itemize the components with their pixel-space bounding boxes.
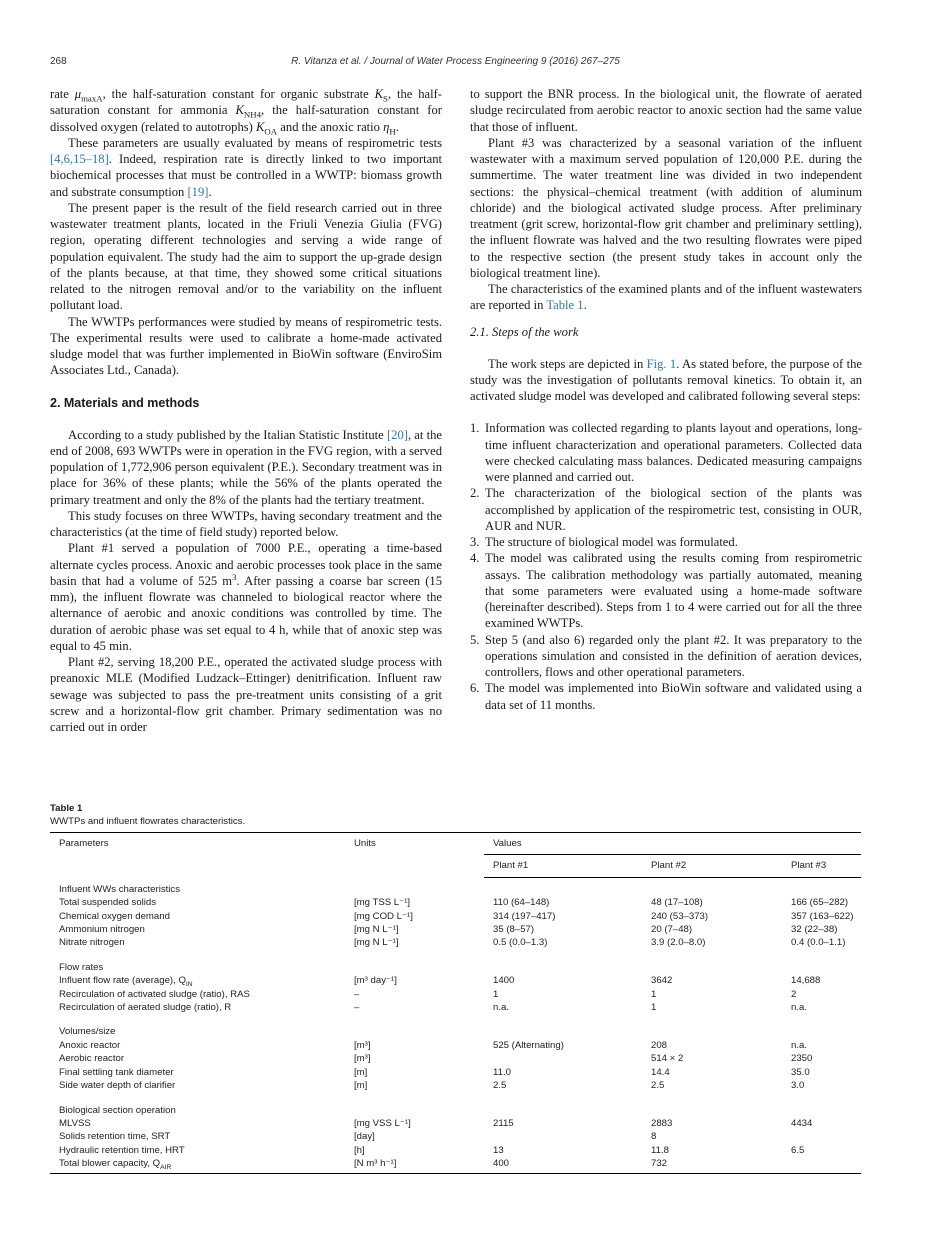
parameter-label: Nitrate nitrogen	[59, 937, 125, 949]
cell-plant2: 14.4	[651, 1066, 670, 1078]
parameter-label: Aerobic reactor	[59, 1053, 125, 1065]
cell-plant1: 1	[493, 988, 499, 1000]
step-text: The structure of biological model was formulated.	[485, 535, 738, 549]
header-parameters: Parameters	[50, 833, 345, 855]
cell-parameter	[50, 974, 345, 987]
paragraph-plant3: Plant #3 was characterized by a seasonal variation of the influent wastewater with a maximum served population of 120,000 P.E. during the summertime. The water treatment line was divided in two independent sections: the physical–chemical treatment (with addition of aluminum chloride) and the biological activated sludge process. After preliminary treatment (grit screw, horizontal-flow grit chamber and preliminary settling), the influent flowrate was halved and the two resulting flowrates were piped to the respective section (the present study takes in account only the biological treatment line).	[470, 135, 862, 280]
cell-unit: [mg TSS L⁻¹]	[354, 897, 411, 909]
table-row	[50, 1039, 861, 1052]
cell-parameter	[50, 1039, 345, 1052]
table-row	[50, 1001, 861, 1014]
paragraph-parameters: rate $\mu_{maxA}$, the half-saturation constant for organic substrate $K_S$, the half-saturation constant for ammonia $K_{NH4}$, the half-saturation constant for dissolved oxygen (related to autotrophs) $K_{OA}$ and the anoxic ratio $\eta_H$.	[50, 87, 442, 137]
header-plant2: Plant #2	[642, 855, 782, 877]
cell-plant1: 2.5	[493, 1080, 507, 1092]
cell-plant3: 32 (22–38)	[791, 924, 838, 936]
table-group-row	[50, 1103, 861, 1117]
table-row	[50, 1052, 861, 1065]
parameter-label: Influent flow rate (average), Q	[59, 975, 186, 987]
cell-plant1: 525 (Alternating)	[493, 1039, 564, 1051]
table-label: Table 1	[50, 803, 83, 814]
header-plant3: Plant #3	[782, 855, 861, 877]
table-group-row	[50, 882, 861, 896]
cell-plant2: 2.5	[651, 1080, 665, 1092]
paragraph-istat: According to a study published by the Italian Statistic Institute [20], at the end of 2008, 693 WWTPs were in operation in the FVG region, with a served population of 1,772,906 person equivalent (P.E.). Secondary treatment was in place for 36% of these plants; while the 56% of the plants operated the primary treatment and only the 8% of the plants had the tertiary treatment.	[50, 427, 442, 507]
step-number: 2.	[470, 486, 480, 501]
paragraph-plant1: Plant #1 served a population of 7000 P.E., operating a time-based alternate cycles process. Anoxic and aerobic processes took place in the same basin that had a volume of 525 $m^3$. After passing a coarse bar screen (15 mm), the influent flowrate was channeled to biological reactor where the alternance of aerobic and anoxic conditions was controlled by time. The duration of aerobic phase was set equal to 4 h, while that of anoxic step was equal to 45 min.	[50, 541, 443, 653]
table-link[interactable]: Table 1	[546, 298, 584, 313]
step-text: Step 5 (and also 6) regarded only the plant #2. It was preparatory to the operations simulation and consisted in the definition of aeration devices, controllers, flows and other operational parameters.	[485, 632, 862, 679]
cell-unit: [mg N L⁻¹]	[354, 937, 399, 949]
cell-plant2: 3.9 (2.0–8.0)	[651, 937, 706, 949]
cell-unit: –	[354, 988, 360, 1000]
citation-link[interactable]: [19]	[187, 184, 209, 199]
cell-plant3: n.a.	[791, 1002, 808, 1014]
cell-unit: [h]	[354, 1144, 365, 1156]
cell-plant2: 8	[651, 1131, 657, 1143]
parameter-label: Recirculation of aerated sludge (ratio), R	[59, 1002, 232, 1014]
cell-unit: [m]	[354, 1066, 368, 1078]
cell-plant2: 732	[642, 1157, 782, 1173]
left-column	[50, 86, 442, 735]
paragraph-respirometric: These parameters are usually evaluated by means of respirometric tests [4,6,15–18]. Indeed, respiration rate is directly linked to two important biochemical processes that must be controlled in a WWTP: biomass growth and substrate consumption [19].	[50, 135, 442, 199]
cell-unit: [mg COD L⁻¹]	[354, 910, 413, 922]
cell-unit: –	[354, 1002, 360, 1014]
step-item	[470, 680, 862, 713]
cell-parameter	[50, 1001, 345, 1014]
journal-citation: R. Vitanza et al. / Journal of Water Process Engineering 9 (2016) 267–275	[291, 56, 620, 67]
citation-link[interactable]: [20]	[386, 427, 408, 442]
cell-plant3	[782, 1130, 861, 1143]
parameter-subscript: AIR	[160, 1164, 172, 1172]
steps-list	[470, 420, 862, 713]
parameter-label: MLVSS	[59, 1117, 91, 1129]
cell-unit: [N m³ h⁻¹]	[345, 1157, 484, 1173]
cell-parameter	[50, 1157, 345, 1173]
paragraph-performances: The WWTPs performances were studied by means of respirometric tests. The experimental results were used to calibrate a home-made activated sludge model that was further implemented in BioWin software (EnviroSim Associates Ltd., Canada).	[50, 314, 442, 378]
cell-plant1: 35 (8–57)	[493, 924, 535, 936]
cell-parameter	[50, 896, 345, 909]
cell-plant2: 2883	[651, 1117, 673, 1129]
parameter-label: Final settling tank diameter	[59, 1066, 174, 1078]
cell-plant1: 314 (197–417)	[493, 910, 556, 922]
cell-parameter	[50, 1130, 345, 1143]
table-group-title: Flow rates	[59, 961, 104, 973]
table-row	[50, 936, 861, 949]
cell-unit: [m³]	[354, 1039, 371, 1051]
step-number: 1.	[470, 421, 480, 436]
header-values: Values	[484, 833, 861, 855]
parameter-label: Anoxic reactor	[59, 1039, 121, 1051]
cell-parameter	[50, 1117, 345, 1130]
data-table	[50, 832, 861, 1174]
section-title: 2. Materials and methods	[50, 395, 200, 410]
step-text: Information was collected regarding to plants layout and operations, long-time influent characterization and operational parameters. Collected data were checked calculating mass balances. Dedicated measuring campaigns were planned and carried out.	[485, 421, 862, 484]
table-row	[50, 1130, 861, 1143]
cell-plant3: 3.0	[791, 1080, 805, 1092]
page-header	[50, 56, 861, 70]
table-group-title: Volumes/size	[59, 1026, 116, 1038]
step-number: 5.	[470, 632, 480, 647]
cell-plant1: 13	[493, 1144, 504, 1156]
cell-plant3: n.a.	[791, 1039, 808, 1051]
table-group-row	[50, 1024, 861, 1038]
parameter-label: Total blower capacity, Q	[59, 1158, 161, 1170]
cell-plant2: 11.8	[651, 1144, 669, 1156]
cell-unit: [day]	[354, 1131, 375, 1143]
step-item	[470, 632, 862, 681]
parameter-label: Side water depth of clarifier	[59, 1080, 176, 1092]
cell-plant3: 2350	[791, 1053, 813, 1065]
paragraph-characteristics: The characteristics of the examined plants and of the influent wastewaters are reported in Table 1.	[470, 282, 862, 313]
cell-plant1: n.a.	[493, 1002, 510, 1014]
cell-plant3: 35.0	[791, 1066, 810, 1078]
cell-plant1: 400	[484, 1157, 642, 1173]
table-row	[50, 988, 861, 1001]
table-row	[50, 1157, 861, 1173]
parameter-label: Chemical oxygen demand	[59, 910, 170, 922]
table-row	[50, 1117, 861, 1130]
cell-unit: [mg VSS L⁻¹]	[354, 1117, 411, 1129]
cell-plant1: 0.5 (0.0–1.3)	[493, 937, 548, 949]
parameter-label: Recirculation of activated sludge (ratio), RAS	[59, 988, 250, 1000]
cell-unit: [m]	[354, 1080, 368, 1092]
cell-plant1	[484, 1052, 642, 1065]
table-caption	[50, 802, 861, 828]
cell-plant2: 1	[651, 988, 657, 1000]
cell-plant1: 2115	[493, 1117, 514, 1129]
step-item	[470, 550, 862, 631]
cell-plant3: 0.4 (0.0–1.1)	[791, 937, 846, 949]
cell-plant2: 20 (7–48)	[651, 924, 693, 936]
cell-parameter	[50, 988, 345, 1001]
page-number: 268	[50, 56, 67, 67]
table-header-row	[50, 833, 861, 855]
step-item	[470, 420, 862, 485]
table-group-row	[50, 960, 861, 974]
cell-parameter	[50, 1052, 345, 1065]
cell-parameter	[50, 923, 345, 936]
cell-plant3: 2	[791, 988, 797, 1000]
citation-link[interactable]: [4,6,15–18]	[50, 152, 109, 166]
right-column	[470, 86, 862, 713]
subsection-title: 2.1. Steps of the work	[470, 324, 579, 339]
cell-plant2: 208	[651, 1039, 668, 1051]
paragraph-focus: This study focuses on three WWTPs, having secondary treatment and the characteristics (at the time of field study) reported below.	[50, 508, 442, 539]
parameter-label: Solids retention time, SRT	[59, 1131, 171, 1143]
parameter-subscript: IN	[185, 981, 193, 989]
cell-plant3: 357 (163–622)	[791, 910, 854, 922]
table-row	[50, 974, 861, 987]
cell-parameter	[50, 936, 345, 949]
cell-plant2: 240 (53–373)	[651, 910, 709, 922]
parameter-label: Ammonium nitrogen	[59, 924, 145, 936]
step-text: The model was implemented into BioWin software and validated using a data set of 11 months.	[485, 681, 862, 712]
paragraph-work-steps: The work steps are depicted in Fig. 1. As stated before, the purpose of the study was the investigation of pollutants removal kinetics. To obtain it, an activated sludge model was developed and calibrated following several steps:	[470, 356, 862, 403]
table-row	[50, 1066, 861, 1079]
cell-plant2: 1	[651, 1002, 657, 1014]
table-row	[50, 896, 861, 909]
cell-plant1: 11.0	[493, 1066, 511, 1078]
paragraph-plant2: Plant #2, serving 18,200 P.E., operated the activated sludge process with preanoxic MLE (Modified Ludzack–Ettinger) denitrification. Influent raw sewage was subjected to pass the pre-treatment units consisting of a grit screw and a horizontal-flow grit chamber. Primary sedimentation was no carried out in order	[50, 655, 442, 734]
table-row	[50, 923, 861, 936]
cell-plant1: 1400	[493, 975, 515, 987]
paragraph-bnr: to support the BNR process. In the biological unit, the flowrate of aerated sludge recirculated from aerobic reactor to anoxic section had the same value that those of influent.	[470, 87, 862, 134]
step-number: 6.	[470, 681, 480, 696]
header-units: Units	[345, 833, 484, 855]
table-row	[50, 910, 861, 923]
parameter-label: Total suspended solids	[59, 897, 157, 909]
cell-plant3: 14,688	[791, 975, 821, 987]
cell-plant2: 514 × 2	[651, 1053, 684, 1065]
step-item	[470, 534, 862, 550]
cell-plant3	[782, 1157, 861, 1173]
step-text: The characterization of the biological section of the plants was accomplished by application of the respirometric test, consisting in OUR, AUR and NUR.	[485, 486, 862, 533]
step-number: 3.	[470, 535, 480, 549]
cell-plant3: 4434	[791, 1117, 813, 1129]
cell-parameter	[50, 1066, 345, 1079]
cell-parameter	[50, 1144, 345, 1157]
cell-plant3: 166 (65–282)	[791, 897, 849, 909]
cell-parameter	[50, 910, 345, 923]
cell-plant1	[484, 1130, 642, 1143]
header-plant1: Plant #1	[484, 855, 642, 877]
table-subheader-row	[50, 855, 861, 877]
table-row	[50, 1079, 861, 1092]
cell-unit: [mg N L⁻¹]	[354, 924, 399, 936]
step-number: 4.	[470, 551, 480, 566]
figure-link[interactable]: Fig. 1	[646, 356, 677, 371]
cell-unit: [m³]	[354, 1053, 371, 1065]
cell-unit: [m³ day⁻¹]	[354, 975, 397, 987]
step-text: The model was calibrated using the results coming from respirometric assays. The calibration methodology was partially automated, meaning that some parameters were evaluated using a home-made software (hereinafter described). Steps from 1 to 4 were carried out for all the three examined WWTPs.	[485, 551, 862, 631]
table-group-title: Influent WWs characteristics	[59, 883, 181, 895]
parameter-label: Hydraulic retention time, HRT	[59, 1144, 185, 1156]
table-row	[50, 1144, 861, 1157]
paragraph-present-paper: The present paper is the result of the field research carried out in three wastewater treatment plants, located in the Friuli Venezia Giulia (FVG) region, operating different technologies and serving a wide range of population equivalent. The study had the aim to support the up-grade design of the plants because, at that time, they showed some critical situations related to the nitrogen removal and/or to the variability on the influent pollutant load.	[50, 200, 442, 313]
cell-plant1: 110 (64–148)	[493, 897, 550, 909]
cell-plant2: 48 (17–108)	[651, 897, 703, 909]
table-caption-text: WWTPs and influent flowrates characteristics.	[50, 816, 246, 827]
cell-plant3: 6.5	[791, 1144, 805, 1156]
table-group-title: Biological section operation	[59, 1104, 176, 1116]
cell-parameter	[50, 1079, 345, 1092]
step-item	[470, 485, 862, 534]
cell-plant2: 3642	[651, 975, 673, 987]
